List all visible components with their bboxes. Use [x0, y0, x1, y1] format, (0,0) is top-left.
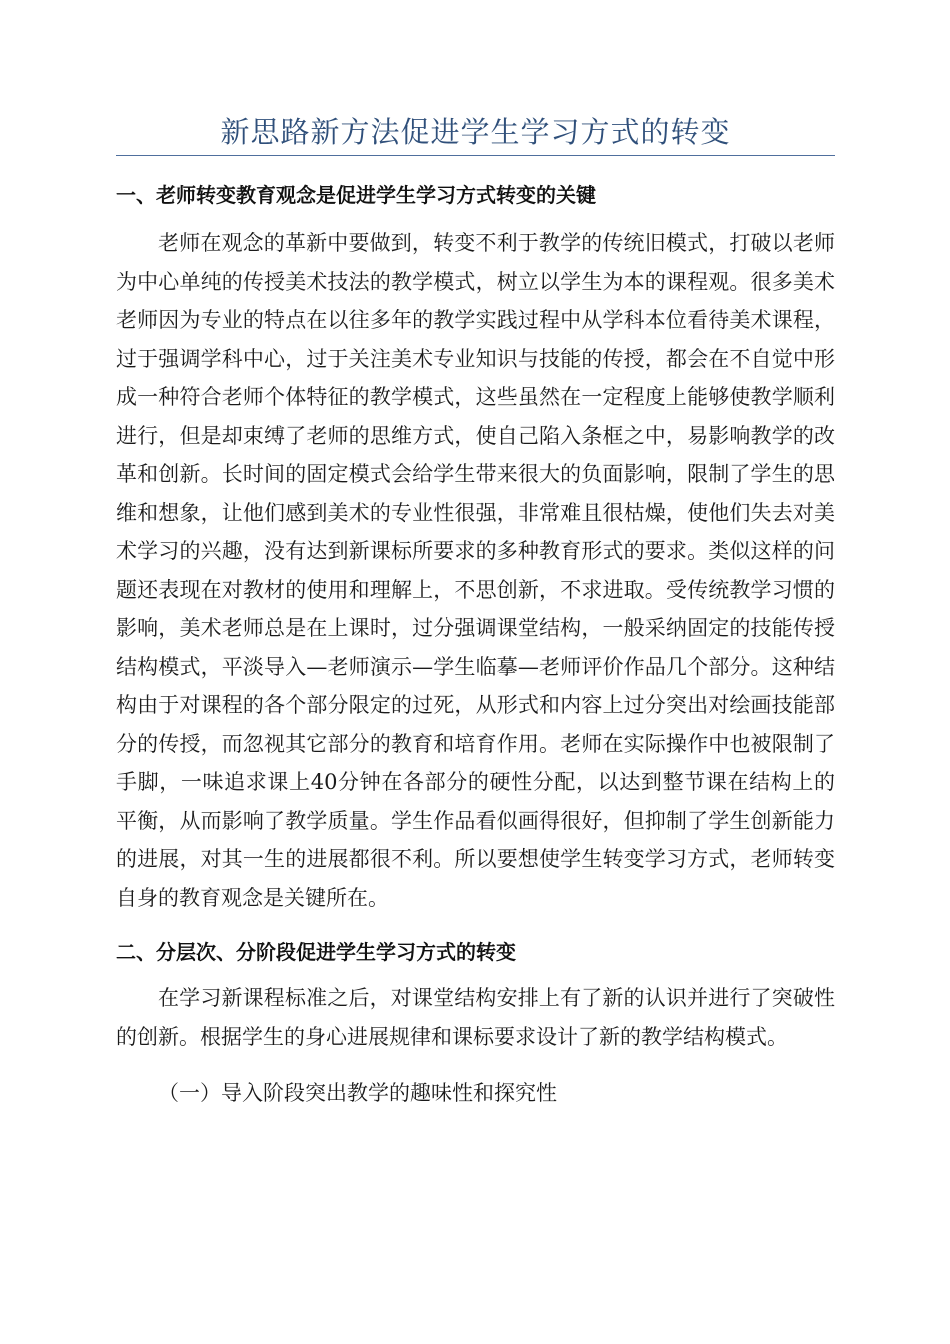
section-1-heading: 一、老师转变教育观念是促进学生学习方式转变的关键 [116, 183, 596, 207]
document-title: 新思路新方法促进学生学习方式的转变 [116, 110, 835, 156]
section-2-paragraph: 在学习新课程标准之后，对课堂结构安排上有了新的认识并进行了突破性的创新。根据学生的身心进展规律和课标要求设计了新的教学结构模式。 [116, 986, 835, 1049]
section-1-paragraph: 老师在观念的革新中要做到，转变不利于教学的传统旧模式，打破以老师为中心单纯的传授美术技法的教学模式，树立以学生为本的课程观。很多美术老师因为专业的特点在以往多年的教学实践过程中从学科本位看待美术课程，过于强调学科中心，过于关注美术专业知识与技能的传授，都会在不自觉中形成一种符合老师个体特征的教学模式，这些虽然在一定程度上能够使教学顺利进行，但是却束缚了老师的思维方式，使自己陷入条框之中，易影响教学的改革和创新。长时间的固定模式会给学生带来很大的负面影响，限制了学生的思维和想象，让他们感到美术的专业性很强，非常难且很枯燥，使他们失去对美术学习的兴趣，没有达到新课标所要求的多种教育形式的要求。类似这样的问题还表现在对教材的使用和理解上，不思创新，不求进取。受传统教学习惯的影响，美术老师总是在上课时，过分强调课堂结构，一般采纳固定的技能传授结构模式，平淡导入—老师演示—学生临摹—老师评价作品几个部分。这种结构由于对课程的各个部分限定的过死，从形式和内容上过分突出对绘画技能部分的传授，而忽视其它部分的教育和培育作用。老师在实际操作中也被限制了手脚，一味追求课上40分钟在各部分的硬性分配，以达到整节课在结构上的平衡，从而影响了教学质量。学生作品看似画得很好，但抑制了学生创新能力的进展，对其一生的进展都很不利。所以要想使学生转变学习方式，老师转变自身的教育观念是关键所在。 [116, 231, 835, 910]
document-page [116, 110, 835, 1112]
section-2-subheading: （一）导入阶段突出教学的趣味性和探究性 [158, 1081, 557, 1105]
section-2-heading: 二、分层次、分阶段促进学生学习方式的转变 [116, 940, 516, 964]
